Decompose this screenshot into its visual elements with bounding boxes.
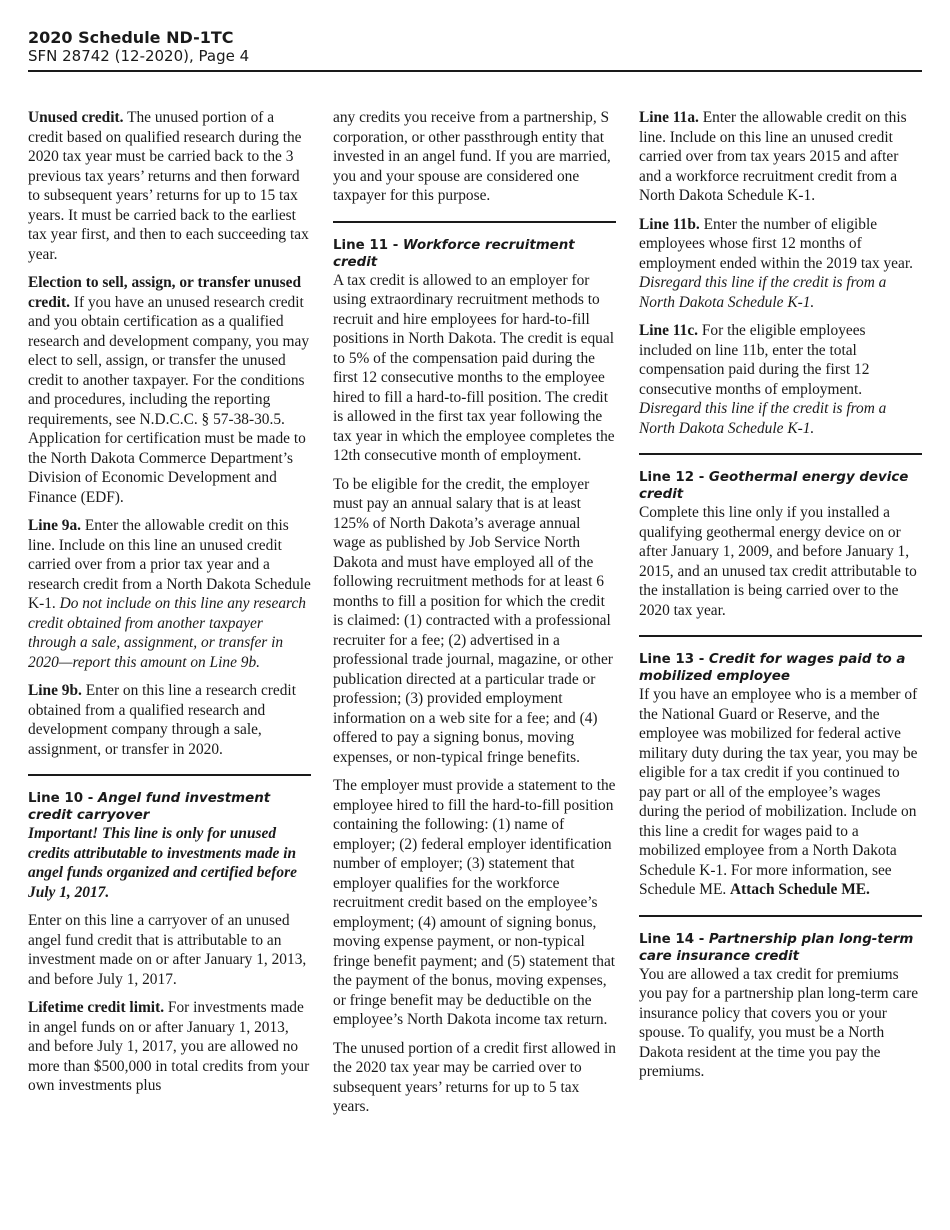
- election-text: If you have an unused research credit and you obtain certification as a qualified research and development company, you may elect to sell, assign, or transfer the unused credit to another taxpayer. For the conditions and procedures, including the reporting requirements, see N.D.C.C. § 57-38-30.5. Application for certification must be made to the North Dakota Commerce Department’s Division of Economic Development and Finance (EDF).: [28, 293, 310, 506]
- section-divider: [639, 635, 922, 637]
- line10-important-text: Important! This line is only for unused credits attributable to investments made in angel funds organized and certified before July 1, 2017.: [28, 825, 297, 901]
- header-divider: [28, 70, 922, 72]
- election-title: Election to sell, assign, or transfer unused credit.: [28, 274, 302, 311]
- line11a-text: Enter the allowable credit on this line. Include on this line an unused credit carried over from tax years 2015 and after and a workforce recruitment credit from a North Dakota Schedule K-1.: [639, 109, 907, 204]
- line14-heading-title: Partnership plan long-term care insurance credit: [639, 931, 914, 964]
- line11-paragraph-2: To be eligible for the credit, the employer must pay an annual salary that is at least 125% of North Dakota’s average annual wage as published by Job Service North Dakota and must have employed all of the following recruitment methods for at least 6 months to fill a position for which the credit is claimed: (1) contracted with a professional recruiter for a fee; (2) advertised in a professional trade journal, magazine, or other publication directed at a particular trade or profession; (3) provided employment information on a web site for a fee; and (4) offered to pay a signing bonus, moving expenses, or non-typical fringe benefits.: [333, 475, 613, 766]
- line11c-title: Line 11c.: [639, 322, 698, 339]
- column-3: [639, 108, 922, 1091]
- form-subtitle: SFN 28742 (12-2020), Page 4: [28, 47, 250, 65]
- line9a-text: Enter the allowable credit on this line. Include on this line an unused credit carried over from a prior tax year and a research credit from a North Dakota Schedule K-1.: [28, 517, 311, 612]
- unused-credit-title: Unused credit.: [28, 109, 124, 126]
- section-divider: [639, 453, 922, 455]
- line14-heading: [639, 931, 922, 965]
- line11-heading-prefix: Line 11 -: [333, 237, 403, 253]
- angel-fund-continued: any credits you receive from a partnership, S corporation, or other passthrough entity that invested in an angel fund. If you are married, you and your spouse are considered one taxpayer for this purpose.: [333, 109, 611, 204]
- line11-paragraph-3: The employer must provide a statement to the employee hired to fill the hard-to-fill position containing the following: (1) name of employer; (2) federal employer identification number of employer; (3) statement that employer qualifies for the workforce recruitment credit based on the employee’s employment; (4) amount of signing bonus, moving expense payment, or non-typical fringe benefit payment; and (5) statement that the payment of the bonus, moving expenses, or fringe benefit may be deductible on the employee’s North Dakota income tax return.: [333, 777, 616, 1028]
- line14-paragraph: You are allowed a tax credit for premiums you pay for a partnership plan long-term care insurance policy that covers you or your spouse. To qualify, you must be a North Dakota resident at the time you pay the premiums.: [639, 965, 919, 1080]
- line10-heading-title: Angel fund investment credit carryover: [28, 791, 271, 823]
- line9b-paragraph: [28, 681, 311, 759]
- line11c-note: Disregard this line if the credit is from a North Dakota Schedule K-1.: [639, 400, 887, 437]
- line11b-title: Line 11b.: [639, 215, 700, 233]
- section-divider: [333, 221, 616, 223]
- line11b-note: Disregard this line if the credit is from a North Dakota Schedule K-1.: [639, 274, 887, 311]
- unused-credit-text: The unused portion of a credit based on qualified research during the 2020 tax year must be carried back to the 3 previous tax years’ returns and then forward to subsequent years’ returns for up to 15 tax years. It must be carried back to the earliest tax year first, and then to each succeeding tax year.: [28, 109, 309, 263]
- page-header: [28, 28, 922, 66]
- line11a-paragraph: [639, 108, 922, 206]
- line9a-paragraph: [28, 516, 311, 672]
- line11c-paragraph: [639, 321, 922, 438]
- line9a-note: Do not include on this line any research credit obtained from another taxpayer through a sale, assignment, or transfer in 2020—report this amount on Line 9b.: [28, 595, 306, 671]
- lifetime-limit-paragraph: [28, 998, 311, 1096]
- line13-heading-prefix: Line 13 -: [639, 652, 709, 667]
- line9a-title: Line 9a.: [28, 517, 82, 534]
- line13-heading: [639, 651, 922, 685]
- line11-paragraph-1: A tax credit is allowed to an employer for using extraordinary recruitment methods to recruit and hire employees for hard-to-fill positions in North Dakota. The credit is equal to 5% of the compensation paid during the first 12 consecutive months to the employee hired to fill a hard-to-fill position. The credit is allowed in the first tax year following the tax year in which the employee completes the 12th consecutive month of employment.: [333, 271, 615, 464]
- line9b-title: Line 9b.: [28, 682, 82, 699]
- line9b-text: Enter on this line a research credit obtained from a qualified research and development company through a sale, assignment, or transfer in 2020.: [28, 682, 296, 758]
- line12-heading-prefix: Line 12 -: [639, 470, 709, 485]
- line13-text: If you have an employee who is a member of the National Guard or Reserve, and the employee was mobilized for federal active military duty during the tax year, you may be eligible for a tax credit if you continued to pay part or all of the employee’s wages during the period of mobilization. Include on this line a credit for wages paid to a mobilized employee from a North Dakota Schedule K-1. For more information, see Schedule ME.: [639, 686, 918, 898]
- line11-heading: [333, 237, 616, 271]
- section-divider: [28, 774, 311, 776]
- line11c-text: For the eligible employees included on line 11b, enter the total compensation paid during the first 12 consecutive months of employment.: [639, 322, 870, 398]
- section-divider: [639, 915, 922, 917]
- line13-heading-title: Credit for wages paid to a mobilized employee: [639, 652, 906, 684]
- line11b-text: Enter the number of eligible employees whose first 12 months of employment ended within the 2019 tax year.: [639, 215, 913, 272]
- line10-important: [28, 824, 311, 902]
- line11a-title: Line 11a.: [639, 109, 699, 126]
- line11-heading-title: Workforce recruitment credit: [333, 237, 575, 270]
- line10-heading: [28, 790, 311, 824]
- line11-paragraph-4: The unused portion of a credit first allowed in the 2020 tax year may be carried over to subsequent years’ returns for up to 5 tax years.: [333, 1039, 616, 1115]
- column-1: [28, 108, 311, 1105]
- election-paragraph: [28, 273, 311, 507]
- line12-paragraph: Complete this line only if you installed a qualifying geothermal energy device on or after January 1, 2009, and before January 1, 2015, and an unused tax credit attributable to the installation is being carried over to the 2020 tax year.: [639, 504, 917, 619]
- lifetime-limit-text: For investments made in angel funds on or after January 1, 2013, and before July 1, 2017, you are allowed no more than $500,000 in total credits from your own investments plus: [28, 999, 310, 1094]
- line13-attach-note: Attach Schedule ME.: [730, 881, 870, 898]
- lifetime-limit-title: Lifetime credit limit.: [28, 999, 165, 1016]
- line13-paragraph: [639, 685, 922, 900]
- line10-paragraph: Enter on this line a carryover of an unused angel fund credit that is attributable to an investment made on or after January 1, 2013, and before July 1, 2017.: [28, 912, 307, 988]
- form-title: 2020 Schedule ND-1TC: [28, 28, 234, 47]
- line10-heading-prefix: Line 10 -: [28, 791, 98, 806]
- line11b-paragraph: [639, 215, 922, 313]
- column-2: [333, 108, 616, 1126]
- line12-heading: [639, 469, 922, 503]
- line12-heading-title: Geothermal energy device credit: [639, 470, 909, 502]
- unused-credit-paragraph: [28, 108, 311, 264]
- line14-heading-prefix: Line 14 -: [639, 931, 709, 947]
